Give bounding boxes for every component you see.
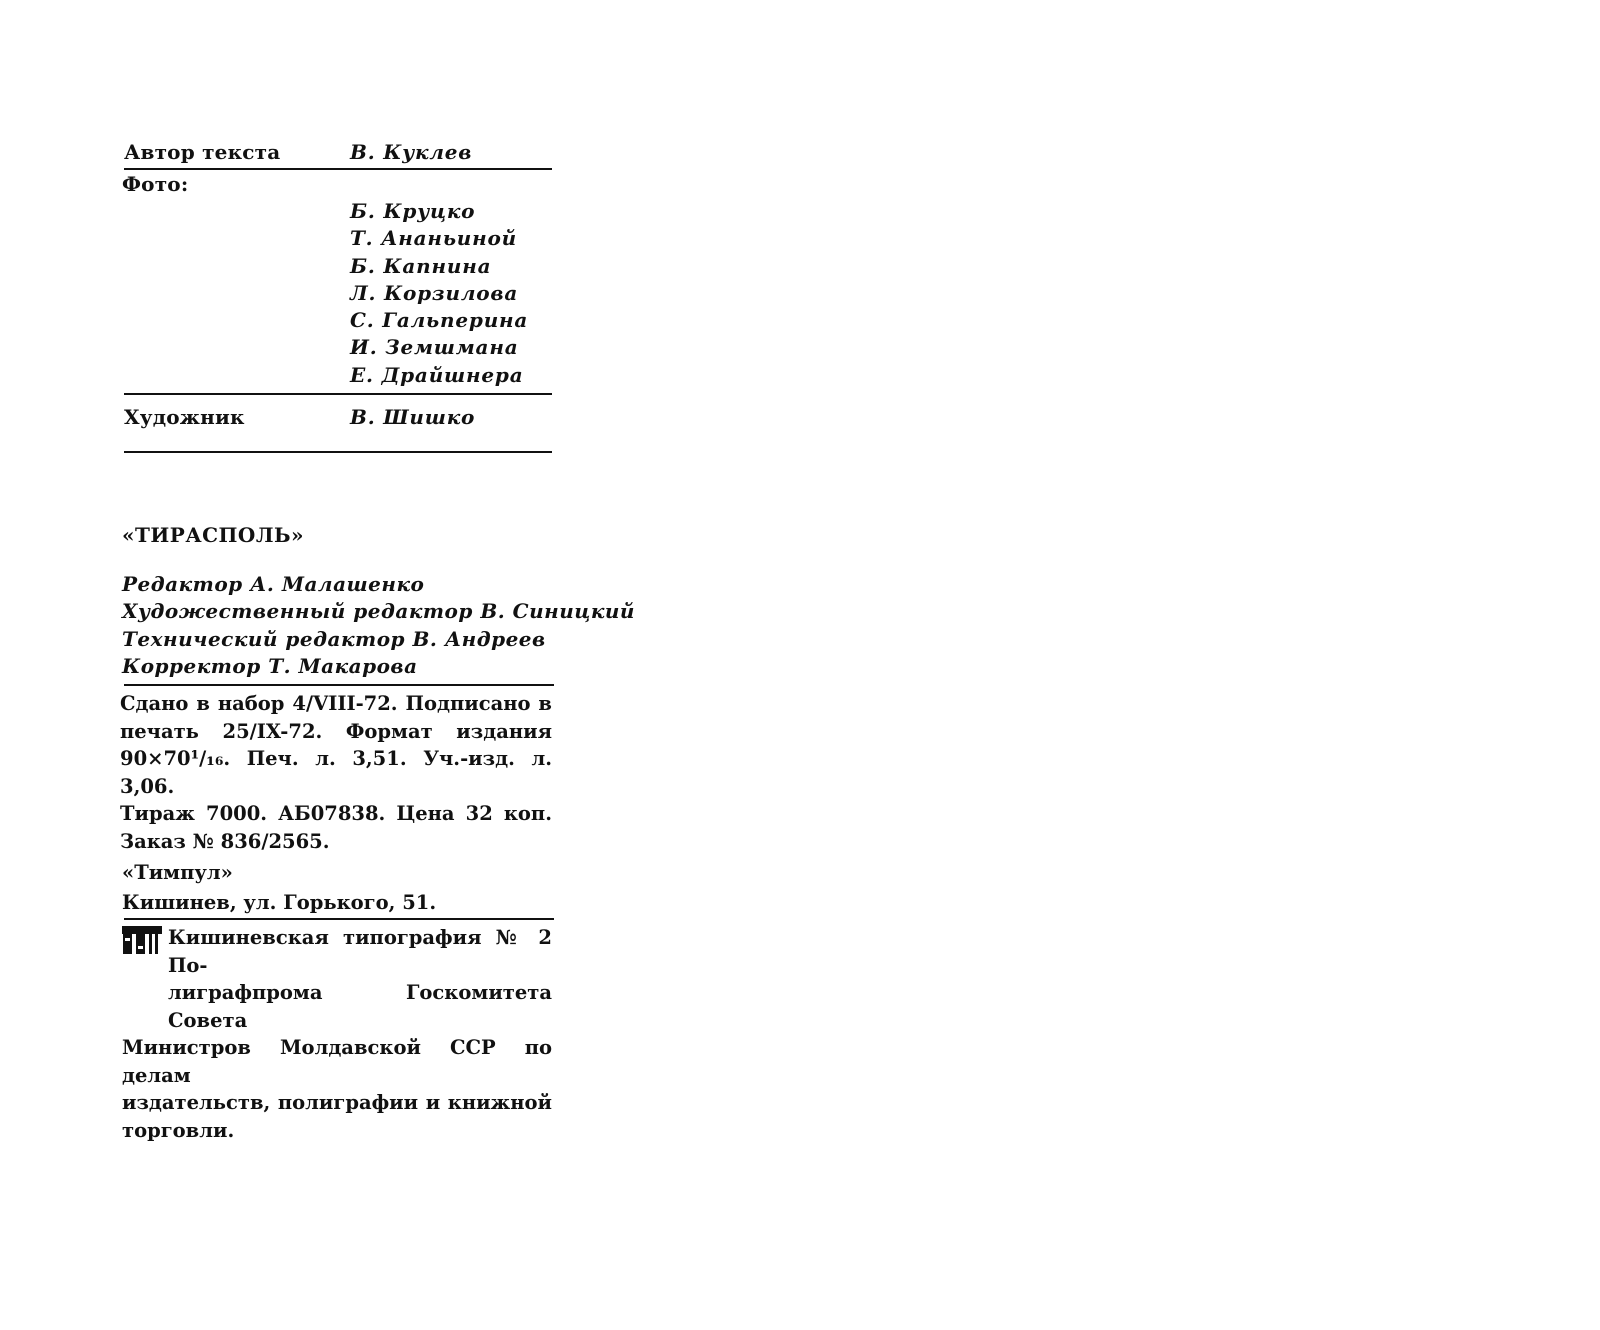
staff-line: Художественный редактор В. Синицкий [122, 599, 635, 624]
artist-name: В. Шишко [350, 405, 476, 430]
photo-row [124, 170, 552, 200]
photographer-name: И. Земшмана [350, 335, 519, 360]
photographer-name: Б. Капнина [350, 253, 492, 278]
author-row [124, 138, 552, 168]
printer-info-line: торговли. [122, 1118, 235, 1142]
photographer-name: Е. Драйшнера [350, 362, 524, 387]
print-info-line: Сдано в набор 4/VIII-72. Подписано в [120, 692, 552, 716]
printer-info-line: издательств, полиграфии и книжной [122, 1091, 552, 1115]
staff-line: Корректор Т. Макарова [122, 653, 418, 678]
print-info [120, 690, 552, 855]
divider [124, 684, 554, 686]
photographers-list [350, 198, 552, 389]
printer-logo-icon [122, 926, 162, 956]
print-info-line: 90×70¹/₁₆. Печ. л. 3,51. Уч.-изд. л. 3,06. [120, 747, 552, 798]
print-info-line: Заказ № 836/2565. [120, 829, 330, 853]
author-name: В. Куклев [350, 140, 473, 164]
artist-row [124, 395, 552, 443]
photographer-name: Б. Круцко [350, 199, 476, 223]
printer-info-line: Министров Молдавской ССР по делам [122, 1036, 552, 1087]
publisher-address: Кишинев, ул. Горького, 51. [122, 890, 437, 914]
publisher-name: «Тимпул» [122, 861, 233, 885]
divider [124, 918, 554, 920]
printer-info-line: лиграфпрома Госкомитета Совета [168, 981, 552, 1032]
printer-info-line: Кишиневская типография № 2 По- [168, 926, 552, 977]
author-label: Автор текста [124, 140, 281, 164]
artist-label: Художник [124, 405, 245, 430]
printer-info [122, 924, 552, 1144]
print-info-line: Тираж 7000. АБ07838. Цена 32 коп. [120, 802, 552, 826]
staff-line: Технический редактор В. Андреев [122, 626, 546, 651]
staff-line: Редактор А. Малашенко [122, 572, 425, 597]
photographer-name: С. Гальперина [350, 308, 529, 333]
book-title: «ТИРАСПОЛЬ» [122, 523, 305, 548]
photo-label: Фото: [122, 172, 189, 196]
photographer-name: Т. Ананьиной [350, 226, 518, 251]
staff-list [122, 571, 635, 680]
photographer-name: Л. Корзилова [350, 280, 519, 305]
divider [124, 451, 552, 453]
imprint-page [120, 138, 635, 1144]
print-info-line: печать 25/IX-72. Формат издания [120, 719, 552, 743]
